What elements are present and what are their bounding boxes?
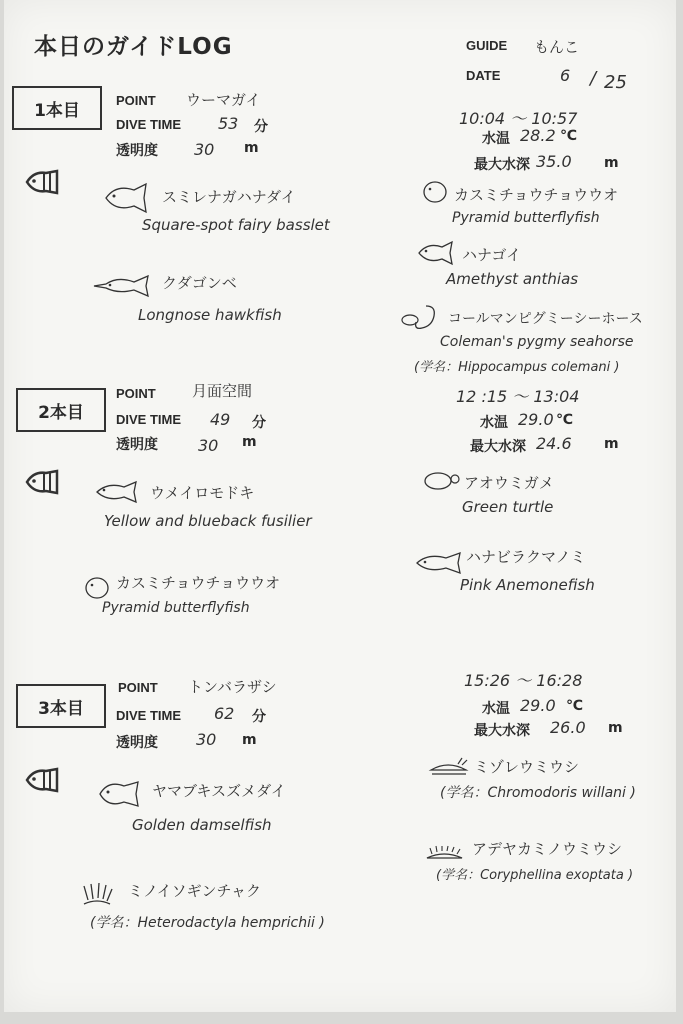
dive-time-value: 49 <box>210 410 231 429</box>
dive-time-value: 62 <box>214 704 235 723</box>
water-temp-label: 水温 <box>482 701 510 717</box>
species-jp: スミレナガハナダイ <box>162 188 296 206</box>
species-jp: ヤマブキスズメダイ <box>152 782 286 800</box>
dive-time-range: 10:04 ～ 10:57 <box>459 109 578 128</box>
butterflyfish-sketch-icon <box>82 574 112 602</box>
damselfish-sketch-icon <box>96 776 142 812</box>
seahorse-sketch-icon <box>400 302 444 334</box>
visibility-value: 30 <box>194 140 215 159</box>
species-jp: コールマンピグミーシーホース <box>448 311 643 327</box>
species-en: Green turtle <box>462 498 554 516</box>
species-jp: ハナビラクマノミ <box>466 548 586 566</box>
species-en: Amethyst anthias <box>446 270 579 288</box>
nudibranch-sketch-icon <box>424 844 466 864</box>
max-depth-label: 最大水深 <box>470 439 526 455</box>
species-en: Golden damselfish <box>132 816 272 834</box>
butterflyfish-sketch-icon <box>420 178 450 206</box>
meters-unit: m <box>604 155 619 171</box>
point-label: POINT <box>116 386 156 401</box>
dive-badge-1: 1本目 <box>12 86 102 130</box>
species-jp: ウメイロモドキ <box>150 484 255 502</box>
dive-time-value: 53 <box>218 114 239 133</box>
species-jp: アオウミガメ <box>464 474 554 492</box>
anemone-sketch-icon <box>78 880 116 908</box>
water-temp-label: 水温 <box>480 415 508 431</box>
point-value: ウーマガイ <box>186 91 261 109</box>
fish-sketch-icon <box>102 180 152 216</box>
water-temp-label: 水温 <box>482 131 510 147</box>
dive-badge-2: 2本目 <box>16 388 106 432</box>
hawkfish-sketch-icon <box>92 270 154 300</box>
species-en: Yellow and blueback fusilier <box>104 512 312 530</box>
dive-badge-3: 3本目 <box>16 684 106 728</box>
celsius-unit: ℃ <box>560 128 577 144</box>
visibility-value: 30 <box>198 436 219 455</box>
species-scientific: (学名：Chromodoris willani ) <box>440 785 636 801</box>
fish-log-icon <box>24 766 60 794</box>
max-depth-label: 最大水深 <box>474 157 530 173</box>
dive-time-range: 15:26 ～ 16:28 <box>464 671 583 690</box>
species-jp: ミゾレウミウシ <box>474 758 580 776</box>
celsius-unit: ℃ <box>556 412 573 428</box>
visibility-label: 透明度 <box>116 143 158 159</box>
point-value: トンバラザシ <box>188 678 277 696</box>
species-jp: ハナゴイ <box>462 246 521 264</box>
guide-name: もんこ <box>534 38 580 56</box>
visibility-label: 透明度 <box>116 735 158 751</box>
water-temp-value: 29.0 <box>518 410 554 429</box>
log-sheet <box>4 0 676 1012</box>
point-label: POINT <box>118 680 158 695</box>
visibility-label: 透明度 <box>116 437 158 453</box>
species-scientific: (学名：Coryphellina exoptata ) <box>436 868 634 883</box>
anemonefish-sketch-icon <box>414 550 464 576</box>
guide-label: GUIDE <box>466 38 508 53</box>
date-day: 25 <box>604 72 627 93</box>
species-en: Pyramid butterflyfish <box>452 210 600 226</box>
anthias-sketch-icon <box>416 238 456 268</box>
dive-time-label: DIVE TIME <box>116 117 182 132</box>
fish-log-icon <box>24 468 60 496</box>
minutes-unit: 分 <box>252 709 266 725</box>
point-value: 月面空間 <box>192 382 253 400</box>
species-en: Square-spot fairy basslet <box>142 216 330 234</box>
page-title: 本日のガイドLOG <box>34 34 233 60</box>
dive-time-label: DIVE TIME <box>116 708 182 723</box>
max-depth-value: 24.6 <box>536 434 572 453</box>
nudibranch-sketch-icon <box>428 756 470 778</box>
minutes-unit: 分 <box>254 119 268 135</box>
species-en: Pyramid butterflyfish <box>102 600 250 616</box>
species-scientific: (学名：Heterodactyla hemprichii ) <box>90 915 325 931</box>
fusilier-sketch-icon <box>94 478 140 506</box>
meters-unit: m <box>608 720 623 736</box>
fish-log-icon <box>24 168 60 196</box>
point-label: POINT <box>116 93 156 108</box>
max-depth-value: 26.0 <box>550 718 586 737</box>
species-jp: カスミチョウチョウウオ <box>454 186 619 204</box>
species-en: Longnose hawkfish <box>138 306 282 324</box>
species-jp: ミノイソギンチャク <box>128 882 262 900</box>
max-depth-label: 最大水深 <box>474 723 530 739</box>
meters-unit: m <box>244 140 259 156</box>
date-month: 6 <box>560 66 571 85</box>
water-temp-value: 29.0 <box>520 696 556 715</box>
meters-unit: m <box>604 436 619 452</box>
species-en: Pink Anemonefish <box>460 576 595 594</box>
minutes-unit: 分 <box>252 415 266 431</box>
date-label: DATE <box>466 68 501 83</box>
dive-time-range: 12 :15 ～ 13:04 <box>456 387 580 406</box>
species-en: Coleman's pygmy seahorse <box>440 334 634 350</box>
date-separator: / <box>590 68 597 89</box>
turtle-sketch-icon <box>418 468 460 494</box>
max-depth-value: 35.0 <box>536 152 572 171</box>
celsius-unit: ℃ <box>566 698 583 714</box>
species-jp: カスミチョウチョウウオ <box>116 574 281 592</box>
species-jp: アデヤカミノウミウシ <box>472 840 623 858</box>
meters-unit: m <box>242 732 257 748</box>
species-scientific: (学名：Hippocampus colemani ) <box>414 360 620 375</box>
species-jp: クダゴンベ <box>162 274 237 292</box>
dive-time-label: DIVE TIME <box>116 412 182 427</box>
water-temp-value: 28.2 <box>520 126 556 145</box>
meters-unit: m <box>242 434 257 450</box>
visibility-value: 30 <box>196 730 217 749</box>
